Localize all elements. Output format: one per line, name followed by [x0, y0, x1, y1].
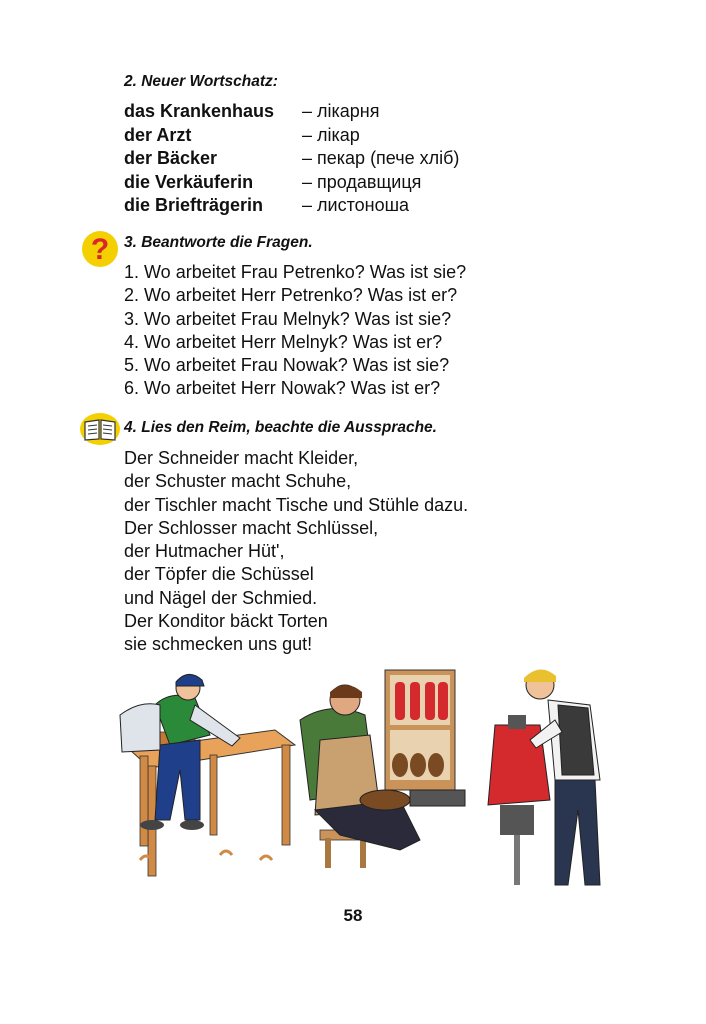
open-book-icon	[79, 412, 121, 446]
poem-line: der Töpfer die Schüssel	[124, 564, 314, 585]
vocab-row	[124, 147, 459, 171]
question-item: 6. Wo arbeitet Herr Nowak? Was ist er?	[124, 378, 441, 399]
page-number: 58	[343, 906, 363, 925]
question-item: 4. Wo arbeitet Herr Melnyk? Was ist er?	[124, 331, 443, 352]
vocabulary-list	[124, 100, 459, 218]
carpenter-figure	[120, 674, 295, 876]
poem-line: Der Konditor bäckt Torten	[124, 611, 328, 632]
poem-line: sie schmecken uns gut!	[124, 634, 313, 655]
poem-line: der Schuster macht Schuhe,	[124, 471, 352, 492]
vocab-ukrainian: – листоноша	[302, 195, 410, 215]
vocab-german: die Verkäuferin	[124, 171, 254, 192]
question-item: 3. Wo arbeitet Frau Melnyk? Was ist sie?	[124, 308, 452, 329]
vocab-row	[124, 124, 459, 148]
vocab-german: der Arzt	[124, 124, 192, 145]
section-3-heading: 3. Beantworte die Fragen.	[124, 234, 313, 251]
vocab-german: der Bäcker	[124, 148, 218, 168]
vocab-ukrainian: – пекар (пече хліб)	[302, 148, 460, 168]
vocab-row	[124, 100, 459, 124]
vocab-german: die Briefträgerin	[124, 195, 264, 215]
question-item: 5. Wo arbeitet Frau Nowak? Was ist sie?	[124, 355, 450, 376]
poem-line: Der Schneider macht Kleider,	[124, 448, 359, 468]
poem-line: Der Schlosser macht Schlüssel,	[124, 517, 379, 538]
poem-line: und Nägel der Schmied.	[124, 587, 318, 608]
question-item: 1. Wo arbeitet Frau Petrenko? Was ist sie?	[124, 262, 467, 282]
section-2-heading: 2. Neuer Wortschatz:	[124, 73, 278, 90]
vocab-ukrainian: – лікарня	[302, 101, 380, 121]
vocab-ukrainian: – продавщиця	[302, 171, 422, 192]
poem-line: der Tischler macht Tische und Stühle dazu.	[124, 494, 469, 515]
section-4-heading: 4. Lies den Reim, beachte die Aussprache.	[124, 419, 437, 436]
vocab-ukrainian: – лікар	[302, 124, 360, 145]
poem	[124, 447, 468, 657]
craftsmen-illustration	[100, 660, 640, 890]
question-list	[124, 261, 466, 401]
vocab-german: das Krankenhaus	[124, 101, 275, 121]
tailor-figure	[488, 669, 600, 885]
question-item: 2. Wo arbeitet Herr Petrenko? Was ist er?	[124, 285, 458, 306]
shoemaker-figure	[300, 670, 465, 868]
question-mark-icon	[80, 229, 120, 269]
vocab-row	[124, 194, 459, 218]
poem-line: der Hutmacher Hüt',	[124, 541, 285, 562]
vocab-row	[124, 171, 459, 195]
svg-text:?: ?	[90, 233, 110, 266]
